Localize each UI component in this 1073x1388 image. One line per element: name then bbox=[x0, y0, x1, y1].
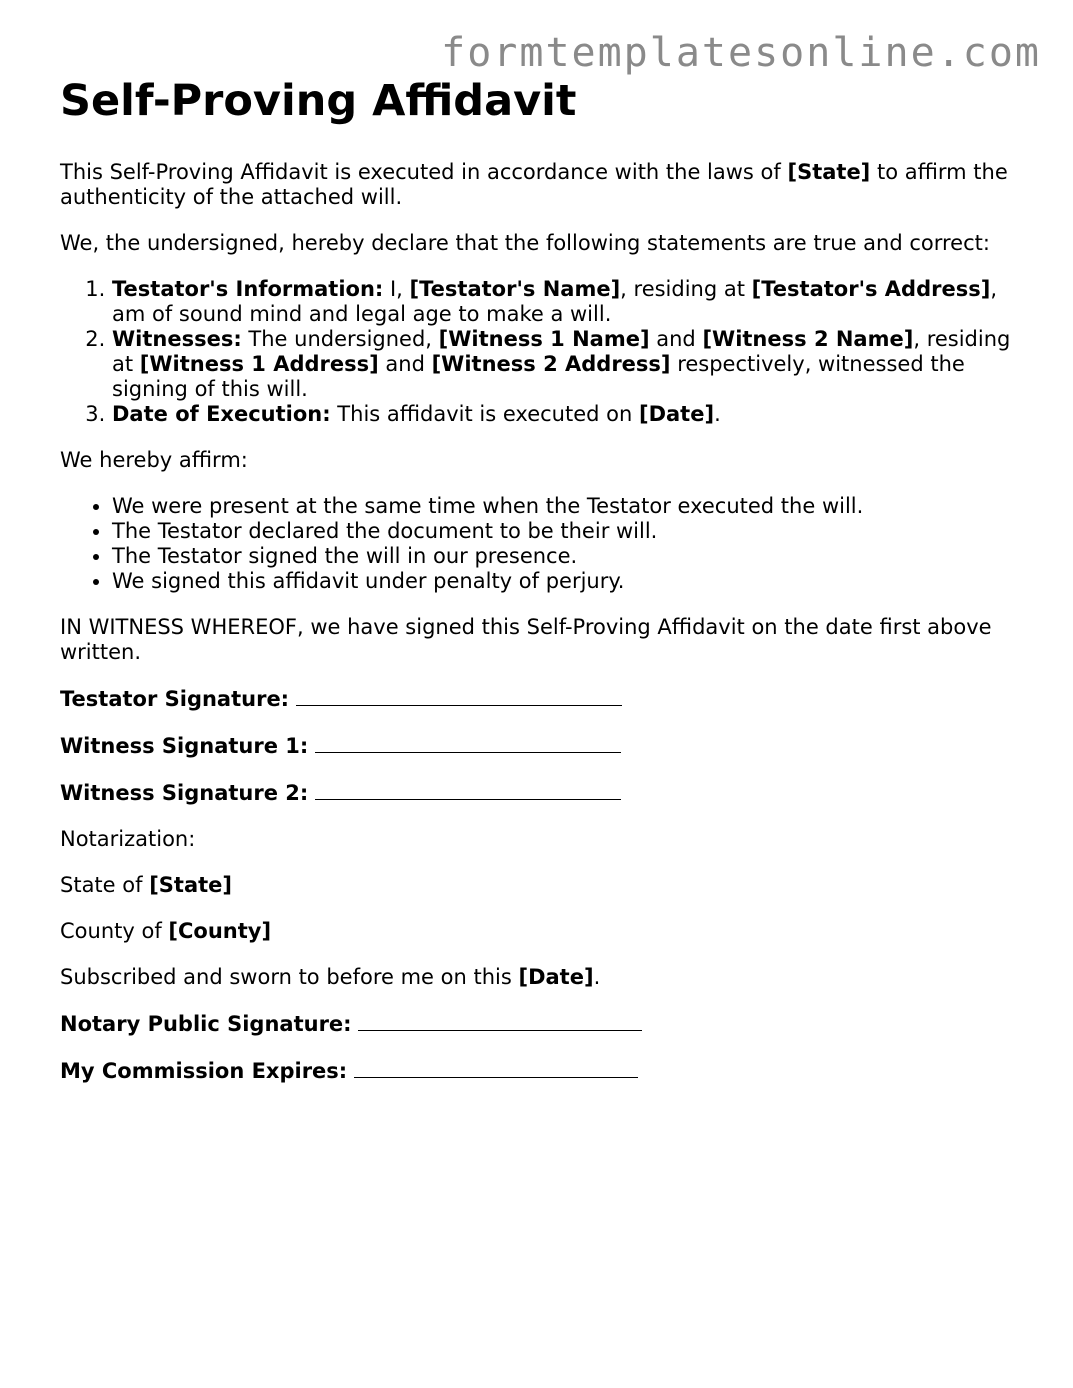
affirmations-list bbox=[60, 494, 1020, 594]
document-body bbox=[60, 72, 1020, 1105]
intro-paragraph: This Self-Proving Affidavit is executed in accordance with the laws of [State] to affirm the authenticity of the attached will. bbox=[60, 160, 1008, 209]
witness2-signature-row: Witness Signature 2: bbox=[60, 780, 1020, 806]
page-title: Self-Proving Affidavit bbox=[60, 76, 577, 126]
commission-expires-line[interactable] bbox=[354, 1058, 638, 1078]
notarization-heading: Notarization: bbox=[60, 827, 196, 851]
commission-expires-row: My Commission Expires: bbox=[60, 1058, 1020, 1084]
statement-testator: 1. Testator's Information: I, [Testator's Name], residing at [Testator's Address], am of sound mind and legal age to make a will. bbox=[112, 277, 1020, 327]
testator-signature-line[interactable] bbox=[296, 686, 622, 706]
statement-execution: 3. Date of Execution: This affidavit is executed on [Date]. bbox=[112, 402, 1020, 427]
statement-witnesses: 2. Witnesses: The undersigned, [Witness 1 Name] and [Witness 2 Name], residing at [Witness 1 Address] and [Witness 2 Address] respectively, witnessed the signing of this will. bbox=[112, 327, 1020, 402]
list-item: • The Testator signed the will in our presence. bbox=[112, 544, 1020, 569]
declaration-paragraph: We, the undersigned, hereby declare that the following statements are true and correct: bbox=[60, 231, 990, 255]
statements-list bbox=[60, 277, 1020, 427]
notary-signature-line[interactable] bbox=[358, 1011, 642, 1031]
watermark: formtemplatesonline.com bbox=[441, 30, 1041, 76]
witness1-signature-line[interactable] bbox=[315, 733, 621, 753]
list-item: • The Testator declared the document to be their will. bbox=[112, 519, 1020, 544]
notary-county: County of [County] bbox=[60, 919, 272, 943]
sworn-statement: Subscribed and sworn to before me on this [Date]. bbox=[60, 965, 601, 989]
witness-whereof-paragraph: IN WITNESS WHEREOF, we have signed this Self-Proving Affidavit on the date first above written. bbox=[60, 615, 992, 664]
list-item: • We signed this affidavit under penalty of perjury. bbox=[112, 569, 1020, 594]
notary-signature-row: Notary Public Signature: bbox=[60, 1011, 1020, 1037]
notary-state: State of [State] bbox=[60, 873, 232, 897]
state-placeholder: [State] bbox=[787, 160, 871, 184]
testator-signature-row: Testator Signature: bbox=[60, 686, 1020, 712]
affirm-heading: We hereby affirm: bbox=[60, 448, 248, 472]
list-item: • We were present at the same time when the Testator executed the will. bbox=[112, 494, 1020, 519]
witness2-signature-line[interactable] bbox=[315, 780, 621, 800]
witness1-signature-row: Witness Signature 1: bbox=[60, 733, 1020, 759]
